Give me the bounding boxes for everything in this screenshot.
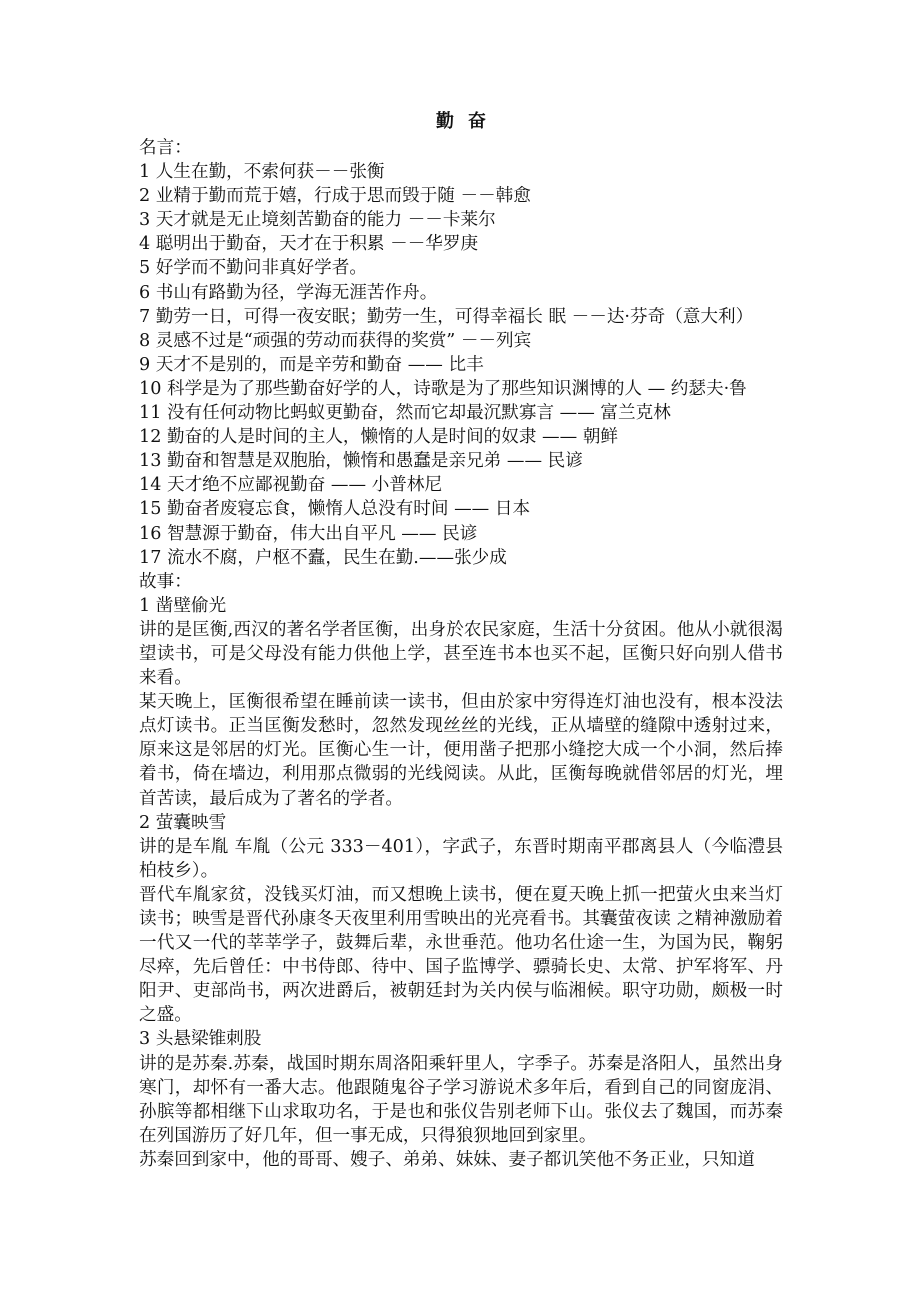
quote-item: 6 书山有路勤为径，学海无涯苦作舟。 [139, 282, 438, 303]
story-paragraph: 晋代车胤家贫，没钱买灯油，而又想晚上读书，便在夏天晚上抓一把萤火虫来当灯读书；映雪是晋代孙康冬天夜里利用雪映出的光亮看书。其囊萤夜读 之精神激励着一代又一代的莘莘学子，鼓舞后辈，永世垂范。他功名仕途一生，为国为民，鞠躬尽瘁，先后曾任：中书侍郎、待中、国子监博学、骠骑长史、太常、护军将军、丹阳尹、吏部尚书，两次进爵后，被朝廷封为关内侯与临湘候。职守功勋，颇极一时之盛。 [139, 884, 783, 1026]
stories-heading: 故事： [139, 571, 192, 592]
quote-item: 1 人生在勤，不索何获－－张衡 [139, 162, 385, 183]
quote-item: 2 业精于勤而荒于嬉，行成于思而毁于随 －－韩愈 [139, 186, 531, 207]
quotes-heading: 名言： [139, 138, 192, 158]
quote-item: 3 天才就是无止境刻苦勤奋的能力 －－卡莱尔 [139, 210, 496, 231]
story-title: 3 头悬梁锥刺股 [139, 1029, 262, 1050]
quote-item: 5 好学而不勤问非真好学者。 [139, 258, 367, 279]
document-page [139, 104, 783, 1172]
quote-item: 11 没有任何动物比蚂蚁更勤奋，然而它却最沉默寡言 —— 富兰克林 [139, 403, 671, 424]
quote-item: 12 勤奋的人是时间的主人，懒惰的人是时间的奴隶 —— 朝鲜 [139, 427, 619, 448]
quote-item: 16 智慧源于勤奋，伟大出自平凡 —— 民谚 [139, 523, 478, 544]
story-title: 2 萤囊映雪 [139, 812, 227, 833]
story-paragraph: 某天晚上，匡衡很希望在睡前读一读书，但由於家中穷得连灯油也没有，根本没法点灯读书。正当匡衡发愁时，忽然发现丝丝的光线，正从墙壁的缝隙中透射过来，原来这是邻居的灯光。匡衡心生一计，便用凿子把那小缝挖大成一个小洞，然后捧着书，倚在墙边，利用那点微弱的光线阅读。从此，匡衡每晚就借邻居的灯光，埋首苦读，最后成为了著名的学者。 [139, 692, 783, 809]
quote-item: 8 灵感不过是“顽强的劳动而获得的奖赏” －－列宾 [139, 330, 532, 351]
quote-item: 14 天才绝不应鄙视勤奋 —— 小普林尼 [139, 475, 443, 496]
quote-item: 17 流水不腐，户枢不蠹，民生在勤.——张少成 [139, 547, 507, 568]
quotes-list [139, 160, 783, 570]
document-title: 勤奋 [436, 111, 500, 132]
quote-item: 4 聪明出于勤奋，天才在于积累 －－华罗庚 [139, 234, 479, 255]
quote-item: 15 勤奋者废寝忘食，懒惰人总没有时间 —— 日本 [139, 499, 531, 520]
story-title: 1 凿壁偷光 [139, 595, 227, 616]
story-paragraph: 讲的是车胤 车胤（公元 333－401），字武子，东晋时期南平郡离县人（今临澧县柏枝乡）。 [139, 836, 783, 881]
story-section [139, 594, 783, 811]
story-paragraph: 讲的是匡衡,西汉的著名学者匡衡，出身於农民家庭，生活十分贫困。他从小就很渴望读书，可是父母没有能力供他上学，甚至连书本也买不起，匡衡只好向别人借书来看。 [139, 619, 783, 689]
story-section [139, 811, 783, 1028]
story-paragraph: 讲的是苏秦.苏秦，战国时期东周洛阳乘轩里人，字季子。苏秦是洛阳人，虽然出身寒门，却怀有一番大志。他跟随鬼谷子学习游说术多年后，看到自己的同窗庞涓、孙膑等都相继下山求取功名，于是也和张仪告别老师下山。张仪去了魏国，而苏秦在列国游历了好几年，但一事无成，只得狼狈地回到家里。 [139, 1053, 783, 1146]
quote-item: 10 科学是为了那些勤奋好学的人，诗歌是为了那些知识渊博的人 — 约瑟夫·鲁 [139, 378, 747, 399]
quote-item: 9 天才不是别的，而是辛劳和勤奋 —— 比丰 [139, 354, 484, 375]
story-section [139, 1027, 783, 1172]
quote-item: 13 勤奋和智慧是双胞胎，懒惰和愚蠢是亲兄弟 —— 民谚 [139, 451, 583, 472]
quote-item: 7 勤劳一日，可得一夜安眠；勤劳一生，可得幸福长 眠 －－达·芬奇（意大利） [139, 306, 754, 327]
story-paragraph: 苏秦回到家中，他的哥哥、嫂子、弟弟、妹妹、妻子都讥笑他不务正业，只知道 [139, 1149, 755, 1170]
